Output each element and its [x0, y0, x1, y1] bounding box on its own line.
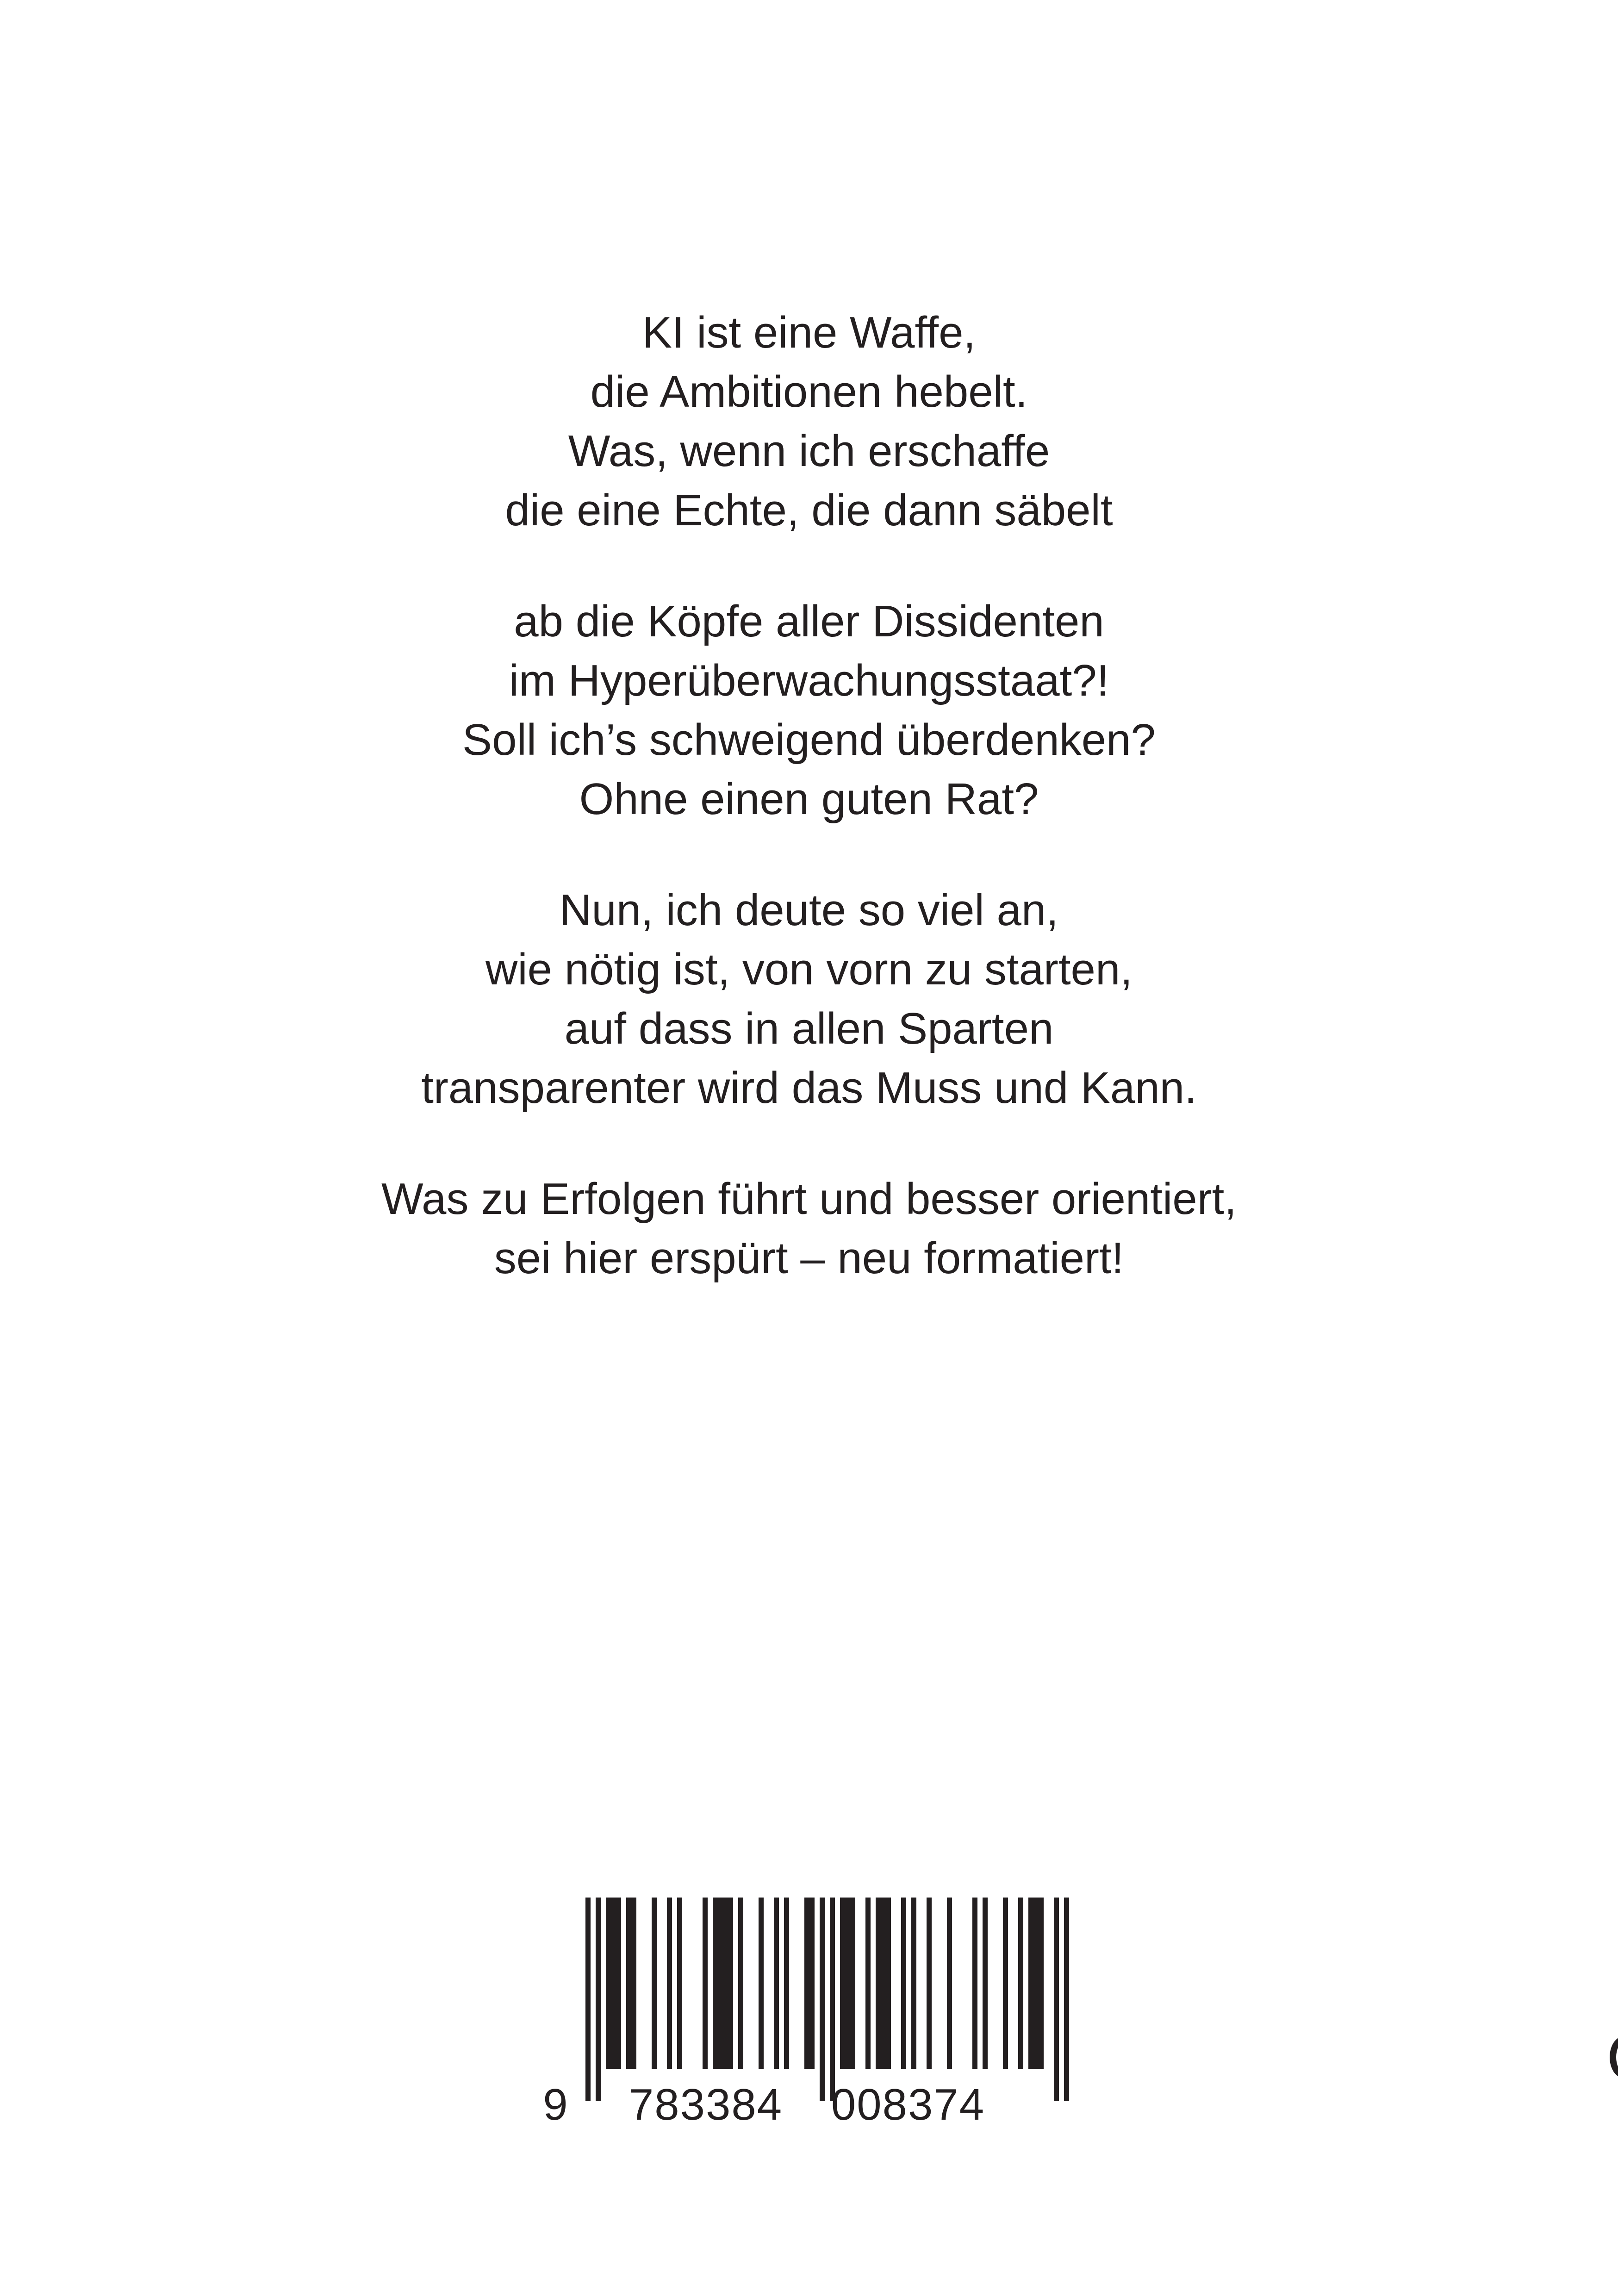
barcode-bar — [1018, 1898, 1023, 2069]
barcode-bar — [652, 1898, 657, 2069]
barcode-bar — [723, 1898, 728, 2069]
barcode-bar — [809, 1898, 815, 2069]
poem-line: die Ambitionen hebelt. — [590, 367, 1028, 417]
barcode-bar — [876, 1898, 881, 2069]
poem-line: KI ist eine Waffe, — [642, 308, 976, 357]
poem-line: Soll ich’s schweigend überdenken? — [462, 715, 1156, 765]
poem-line: im Hyperüberwachungsstaat?! — [509, 656, 1109, 705]
barcode-bar — [947, 1898, 952, 2069]
barcode-bar — [911, 1898, 916, 2069]
barcode-bar — [616, 1898, 621, 2069]
barcode-digit-first: 9 — [543, 2080, 568, 2129]
isbn-barcode — [532, 1898, 1069, 2129]
barcode-bar — [667, 1898, 672, 2069]
barcode-bar — [1028, 1898, 1033, 2069]
barcode-bar — [596, 1898, 601, 2101]
barcode-bar — [631, 1898, 636, 2069]
barcode-bar — [881, 1898, 886, 2069]
barcode-bar — [728, 1898, 733, 2069]
poem-line: Was zu Erfolgen führt und besser orientiert, — [381, 1174, 1237, 1224]
poem-line: wie nötig ist, von vorn zu starten, — [485, 945, 1133, 994]
barcode-bar — [713, 1898, 718, 2069]
barcode-bar — [927, 1898, 932, 2069]
barcode-bar — [718, 1898, 723, 2069]
barcode-bars — [585, 1898, 1069, 2101]
barcode-bar — [845, 1898, 850, 2069]
barcode-bar — [606, 1898, 611, 2069]
barcode-bar — [820, 1898, 825, 2101]
barcode-bar — [738, 1898, 743, 2069]
poem-line: sei hier erspürt – neu formatiert! — [494, 1233, 1124, 1283]
stanza-3 — [0, 881, 1618, 1118]
poem-line: die eine Echte, die dann säbelt — [505, 485, 1113, 535]
barcode-bar — [1033, 1898, 1039, 2069]
barcode-bar — [865, 1898, 871, 2069]
barcode-bar — [585, 1898, 591, 2101]
barcode-bar — [972, 1898, 977, 2069]
barcode-bar — [901, 1898, 906, 2069]
edge-mark — [1610, 2036, 1618, 2078]
barcode-bar — [611, 1898, 616, 2069]
barcode-bar — [1039, 1898, 1044, 2069]
barcode-bar — [759, 1898, 764, 2069]
barcode-bar — [626, 1898, 631, 2069]
stanza-2 — [0, 592, 1618, 829]
barcode-bar — [830, 1898, 835, 2101]
poem-line: transparenter wird das Muss und Kann. — [421, 1063, 1197, 1113]
barcode-digits-right: 008374 — [831, 2080, 985, 2129]
barcode-bar — [850, 1898, 855, 2069]
barcode-graphic — [532, 1898, 1069, 2129]
barcode-bar — [774, 1898, 779, 2069]
barcode-digits-left: 783384 — [629, 2080, 783, 2129]
barcode-bar — [703, 1898, 708, 2069]
stanza-1 — [0, 303, 1618, 540]
barcode-bar — [784, 1898, 789, 2069]
barcode-bar — [1003, 1898, 1008, 2069]
barcode-bar — [1054, 1898, 1059, 2101]
barcode-bar — [983, 1898, 988, 2069]
poem — [0, 303, 1618, 1340]
barcode-bar — [840, 1898, 845, 2069]
barcode-bar — [886, 1898, 891, 2069]
poem-line: Nun, ich deute so viel an, — [560, 885, 1058, 935]
poem-line: Ohne einen guten Rat? — [579, 774, 1039, 824]
poem-line: Was, wenn ich erschaffe — [568, 426, 1050, 476]
poem-line: ab die Köpfe aller Dissidenten — [514, 597, 1104, 646]
barcode-bar — [677, 1898, 682, 2069]
barcode-bar — [804, 1898, 809, 2069]
poem-line: auf dass in allen Sparten — [564, 1004, 1054, 1053]
stanza-4 — [0, 1170, 1618, 1288]
barcode-bar — [1064, 1898, 1069, 2101]
